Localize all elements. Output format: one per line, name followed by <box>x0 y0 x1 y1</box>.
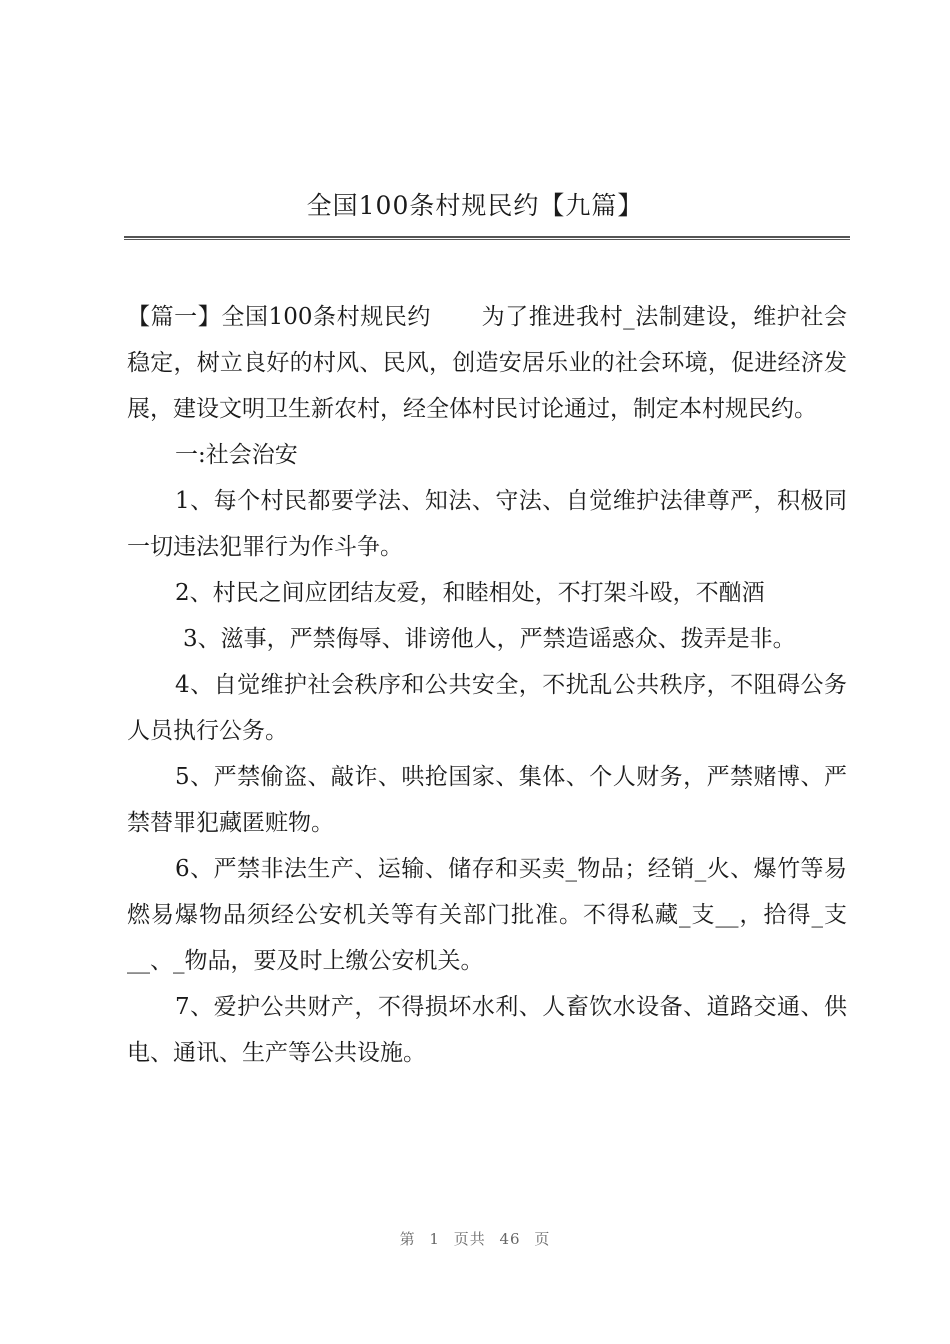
intro-heading: 【篇一】全国100条村规民约 <box>127 304 432 330</box>
document-title: 全国100条村规民约【九篇】 <box>306 191 644 220</box>
page-footer: 第 1 页共 46 页 <box>399 1230 551 1248</box>
list-item: 6、严禁非法生产、运输、储存和买卖_物品；经销_火、爆竹等易燃易爆物品须经公安机关等有关部门批准。不得私藏_支__，拾得_支__、_物品，要及时上缴公安机关。 <box>127 856 847 974</box>
section-heading: 一:社会治安 <box>175 442 298 468</box>
intro-text: 为了推进我村_法制建设，维护社会稳定，树立良好的村风、民风，创造安居乐业的社会环境，促进经济发展，建设文明卫生新农村，经全体村民讨论通过，制定本村规民约。 <box>127 304 847 422</box>
intro-paragraph <box>127 294 847 432</box>
list-item: 7、爱护公共财产，不得损坏水利、人畜饮水设备、道路交通、供电、通讯、生产等公共设施。 <box>127 994 847 1066</box>
list-item: 5、严禁偷盗、敲诈、哄抢国家、集体、个人财务，严禁赌博、严禁替罪犯藏匿赃物。 <box>127 764 847 836</box>
list-item: 3、滋事，严禁侮辱、诽谤他人，严禁造谣惑众、拨弄是非。 <box>183 626 796 652</box>
list-item: 1、每个村民都要学法、知法、守法、自觉维护法律尊严，积极同一切违法犯罪行为作斗争。 <box>127 488 847 560</box>
document-body <box>127 294 847 1076</box>
title-divider <box>124 236 850 240</box>
list-item: 2、村民之间应团结友爱，和睦相处，不打架斗殴，不酗酒 <box>175 580 765 606</box>
list-item: 4、自觉维护社会秩序和公共安全，不扰乱公共秩序，不阻碍公务人员执行公务。 <box>127 672 847 744</box>
